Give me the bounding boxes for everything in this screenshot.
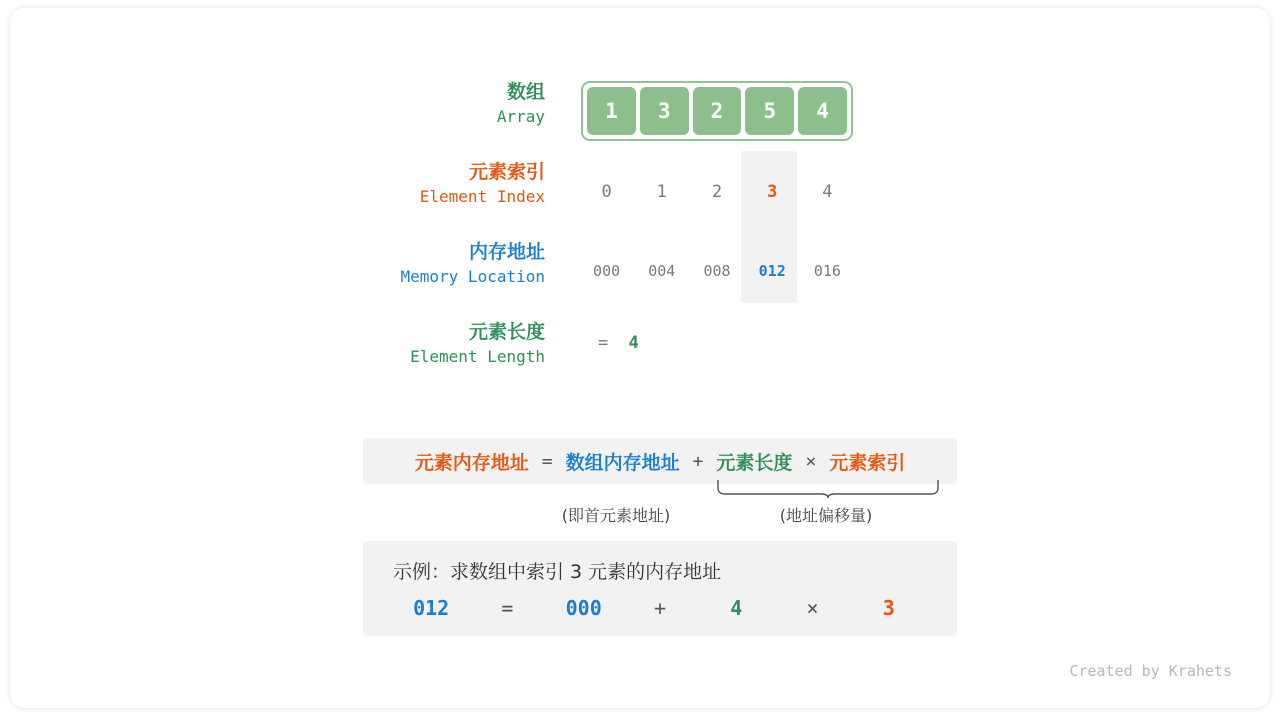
example-equals: = xyxy=(501,596,514,620)
address-value: 016 xyxy=(813,262,841,280)
caption-base-address: (即首元素地址) xyxy=(561,506,671,525)
formula-plus: + xyxy=(692,450,704,472)
offset-brace-icon xyxy=(717,480,939,498)
example-panel xyxy=(363,541,957,636)
index-value-highlighted: 3 xyxy=(767,182,778,202)
formula-element-length: 元素长度 xyxy=(716,451,793,474)
label-array-en: Array xyxy=(496,106,545,126)
address-value: 008 xyxy=(703,262,731,280)
array-cell: 4 xyxy=(798,87,847,135)
element-length-equals: = xyxy=(598,333,609,353)
label-memory-location-en: Memory Location xyxy=(400,266,545,286)
formula-equals: = xyxy=(541,450,553,472)
label-element-index xyxy=(310,160,545,207)
label-element-length-cn: 元素长度 xyxy=(468,321,545,343)
formula-bar xyxy=(363,438,957,484)
array-cell: 5 xyxy=(745,87,794,135)
label-memory-location xyxy=(310,240,545,287)
element-length-value: 4 xyxy=(628,333,639,353)
label-element-index-en: Element Index xyxy=(419,186,545,206)
formula-element-index: 元素索引 xyxy=(829,451,906,474)
example-title: 示例：求数组中索引 3 元素的内存地址 xyxy=(393,561,722,583)
highlight-column xyxy=(741,151,797,303)
example-equation xyxy=(393,596,927,620)
credit-text: Created by Krahets xyxy=(1069,662,1232,680)
example-times: × xyxy=(806,596,819,620)
formula-times: × xyxy=(805,450,817,472)
label-array xyxy=(310,80,545,127)
diagram-frame xyxy=(10,8,1270,708)
address-value: 000 xyxy=(593,262,621,280)
array-cell: 3 xyxy=(640,87,689,135)
index-row xyxy=(581,182,853,202)
index-value: 2 xyxy=(711,182,723,202)
label-element-index-cn: 元素索引 xyxy=(468,161,545,183)
array-container xyxy=(581,81,853,141)
label-array-cn: 数组 xyxy=(506,81,545,103)
example-element-length: 4 xyxy=(730,596,743,620)
example-element-index: 3 xyxy=(882,596,895,620)
address-value: 004 xyxy=(648,262,676,280)
array-cell: 2 xyxy=(693,87,742,135)
address-row xyxy=(581,262,853,280)
address-value-highlighted: 012 xyxy=(758,262,786,280)
example-result: 012 xyxy=(413,596,450,620)
example-plus: + xyxy=(653,596,666,620)
index-value: 1 xyxy=(656,182,667,202)
example-base-address: 000 xyxy=(565,596,602,620)
formula-result: 元素内存地址 xyxy=(414,451,529,474)
element-length-expression xyxy=(598,333,639,353)
index-value: 0 xyxy=(601,182,612,202)
formula-base-address: 数组内存地址 xyxy=(565,451,680,474)
index-value: 4 xyxy=(822,182,833,202)
label-element-length xyxy=(310,320,545,367)
label-element-length-en: Element Length xyxy=(410,346,545,366)
label-memory-location-cn: 内存地址 xyxy=(468,241,545,263)
caption-offset: (地址偏移量) xyxy=(779,506,873,525)
array-cell: 1 xyxy=(587,87,636,135)
